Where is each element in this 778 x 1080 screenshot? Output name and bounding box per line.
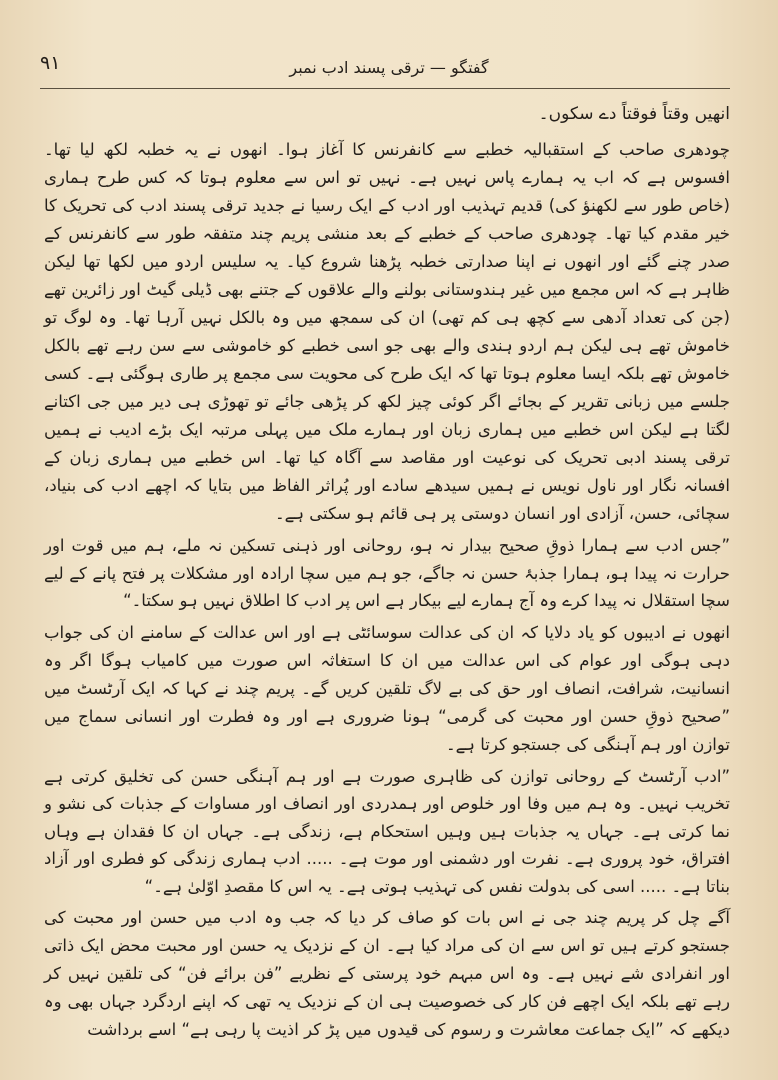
header-divider <box>40 88 730 89</box>
paragraph-1: چودھری صاحب کے استقبالیہ خطبے سے کانفرنس کا آغاز ہوا۔ انھوں نے یہ خطبہ لکھ لیا تھا۔ افسوس ہے کہ اب یہ ہمارے پاس نہیں ہے۔ نہیں تو اس سے معلوم ہوتا کہ کس طرح ہماری (خاص طور سے لکھنؤ کی) قدیم تہذیب اور ادب کے ایک رسیا نے جدید ترقی پسند ادب کی تحریک کا خیر مقدم کیا تھا۔ چودھری صاحب کے خطبے کے بعد منشی پریم چند متفقہ طور سے کانفرنس کے صدر چنے گئے اور انھوں نے اپنا صدارتی خطبہ پڑھنا شروع کیا۔ یہ سلیس اردو میں لکھا تھا لیکن ظاہر ہے کہ اس مجمع میں غیر ہندوستانی بولنے والے علاقوں کے جتنے بھی ڈیلی گیٹ اور زائرین تھے (جن کی تعداد آدھی سے کچھ ہی کم تھی) ان کی سمجھ میں وہ بالکل نہیں آرہا تھا۔ وہ لوگ تو خاموش تھے ہی لیکن ہم اردو ہندی والے بھی جو اسی خطبے کو خاموشی سے سن رہے تھے بالکل خاموش تھے بلکہ ایسا معلوم ہوتا تھا کہ ایک طرح کی محویت سی مجمع پر طاری ہوگئی ہے۔ کسی جلسے میں زبانی تقریر کے بجائے اگر کوئی چیز لکھ کر پڑھی جائے تو تھوڑی ہی دیر میں جی اکتانے لگتا ہے لیکن اس خطبے میں ہماری زبان اور ہمارے ملک میں پہلی مرتبہ ایک بڑے ادیب نے ہمیں ترقی پسند ادبی تحریک کی نوعیت اور مقاصد سے آگاہ کیا تھا۔ اس خطبے میں ہماری زبان کے افسانہ نگار اور ناول نویس نے ہمیں سیدھے سادے اور پُراثر الفاظ میں بتایا کہ اچھے ادب کی بنیاد، سچائی، حسن، آزادی اور انسان دوستی پر ہی قائم ہو سکتی ہے۔ <box>44 140 730 523</box>
page-number: ۹۱ <box>40 52 61 74</box>
block-quote-1: ”جس ادب سے ہمارا ذوقِ صحیح بیدار نہ ہو، روحانی اور ذہنی تسکین نہ ملے، ہم میں قوت اور حرارت نہ پیدا ہو، ہمارا جذبۂ حسن نہ جاگے، جو ہم میں سچا ارادہ اور مشکلات پر فتح پانے کے لیے سچا استقلال نہ پیدا کرے وہ آج ہمارے لیے بیکار ہے اس پر ادب کا اطلاق نہیں ہو سکتا۔“ <box>44 536 730 610</box>
block-quote-2: ”ادب آرٹسٹ کے روحانی توازن کی ظاہری صورت ہے اور ہم آہنگی حسن کی تخلیق کرتی ہے تخریب نہیں۔ وہ ہم میں وفا اور خلوص اور ہمدردی اور انصاف اور مساوات کے جذبات کی نشو و نما کرتی ہے۔ جہاں یہ جذبات ہیں وہیں استحکام ہے، زندگی ہے۔ جہاں ان کا فقدان ہے وہاں افتراق، خود پروری ہے۔ نفرت اور دشمنی اور موت ہے۔ ..... ادب ہماری زندگی کو فطری اور آزاد بناتا ہے۔ ..... اسی کی بدولت نفس کی تہذیب ہوتی ہے۔ یہ اس کا مقصدِ اوّلیٰ ہے۔“ <box>44 766 730 896</box>
paragraph-3: آگے چل کر پریم چند جی نے اس بات کو صاف کر دیا کہ جب وہ ادب میں حسن اور محبت کی جستجو کرتے ہیں تو اس سے ان کی مراد کیا ہے۔ ان کے نزدیک یہ حسن اور محبت محض ایک ذاتی اور انفرادی شے نہیں ہے۔ وہ اس مبہم خود پرستی کے نظریے ”فن برائے فن“ کی تلقین نہیں کر رہے تھے بلکہ ایک اچھے فن کار کی خصوصیت ہی ان کے نزدیک یہ تھی کہ اپنے اردگرد جہاں بھی وہ دیکھے کہ ”ایک جماعت معاشرت و رسوم کی قیدوں میں پڑ کر اذیت پا رہی ہے“ اسے برداشت <box>44 908 730 1039</box>
opening-line: انھیں وقتاً فوقتاً دے سکوں۔ <box>538 104 730 124</box>
running-header <box>0 58 778 77</box>
page-body <box>44 100 730 1048</box>
running-title: گفتگو — ترقی پسند ادب نمبر <box>289 58 489 77</box>
paragraph-2: انھوں نے ادیبوں کو یاد دلایا کہ ان کی عدالت سوسائٹی ہے اور اس عدالت کے سامنے ان کی جواب دہی ہوگی اور عوام کی اس عدالت میں ان کا استغاثہ اس صورت میں کامیاب ہوگا اگر وہ انسانیت، شرافت، انصاف اور حق کی بے لاگ تلقین کریں گے۔ پریم چند نے کہا کہ ایک آرٹسٹ میں ”صحیح ذوقِ حسن اور محبت کی گرمی“ ہونا ضروری ہے اور وہ فطرت اور انسانی سماج میں توازن اور ہم آہنگی کی جستجو کرتا ہے۔ <box>44 622 730 754</box>
